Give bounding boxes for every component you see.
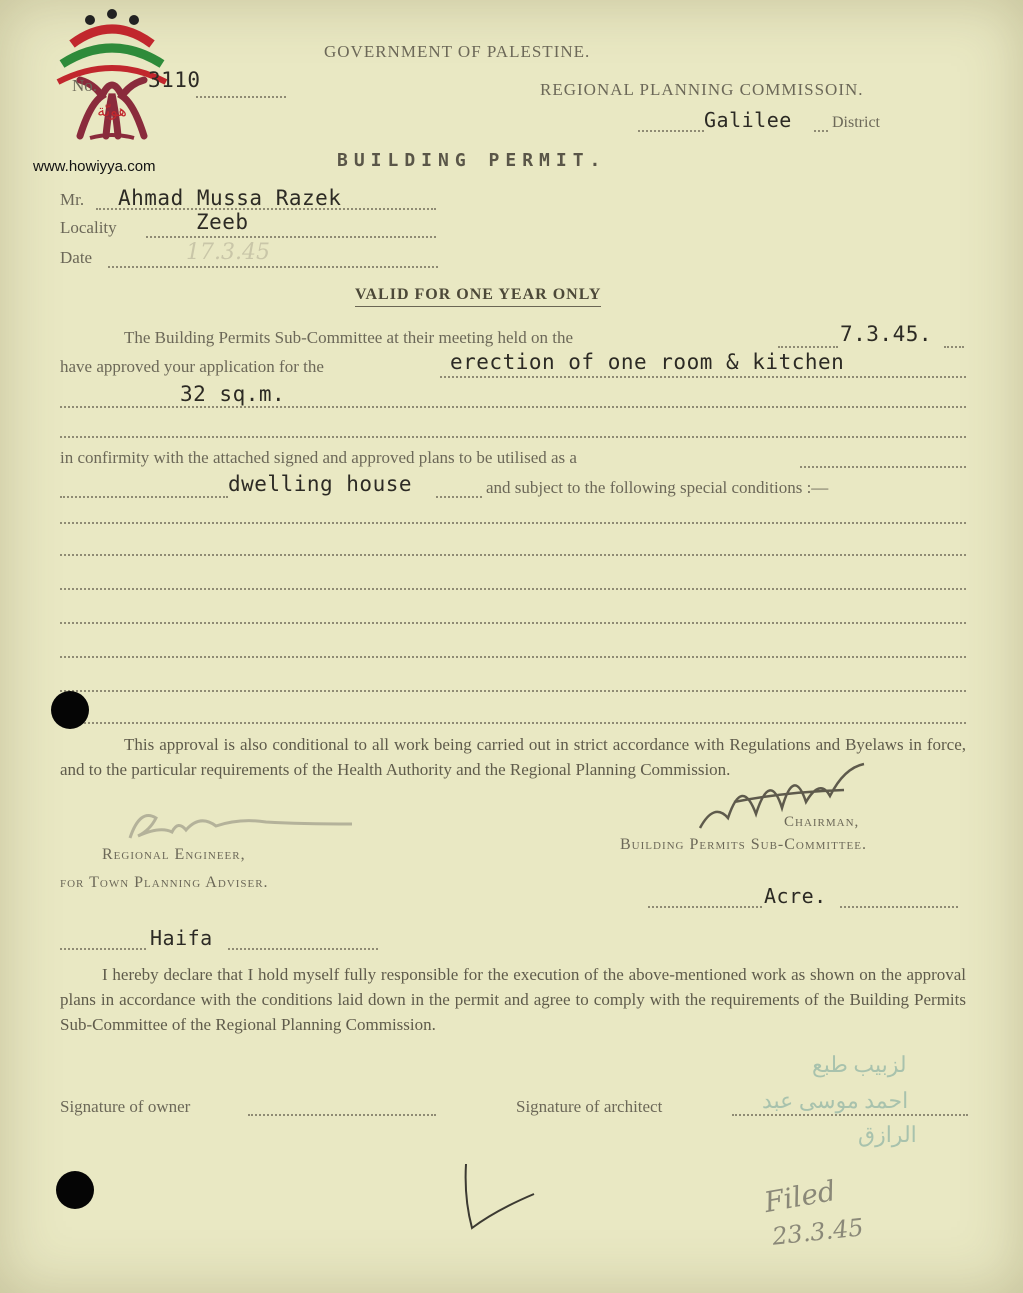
arabic-note-1: لزبيب طبع (812, 1052, 907, 1077)
acre-place: Acre. (764, 884, 827, 908)
locality-value: Zeeb (196, 210, 249, 234)
chairman-label: Chairman, (784, 814, 860, 830)
owner-signature-label: Signature of owner (60, 1097, 191, 1116)
filed-date: 23.3.45 (770, 1213, 865, 1251)
conditions-text: and subject to the following special conditions :— (486, 478, 829, 497)
applicant-name: Ahmad Mussa Razek (118, 186, 342, 210)
punch-hole-top (51, 691, 89, 729)
works-description: erection of one room & kitchen (450, 350, 845, 374)
filed-label: Filed (761, 1174, 839, 1219)
commission-heading: REGIONAL PLANNING COMMISSOIN. (540, 80, 864, 99)
declaration-paragraph: I hereby declare that I hold myself fully responsible for the execution of the above-mentioned work as shown on the approval plans in accordance with the conditions laid down in the permit and agree to comply with the requirements of the Building Permits Sub-Committee of the Regional Planning Commission. (60, 965, 966, 1034)
haifa-place: Haifa (150, 926, 213, 950)
mr-label: Mr. (60, 190, 85, 209)
architect-signature-label: Signature of architect (516, 1097, 663, 1116)
approval-line-2: have approved your application for the (60, 357, 324, 376)
watermark-site-text[interactable]: www.howiyya.com (33, 158, 156, 175)
conditional-paragraph: This approval is also conditional to all work being carried out in strict accordance with Regulations and Byelaws in force, and to the particular requirements of the Health Authority and the Regional Planning Commission. (60, 735, 966, 779)
permit-number: 3110 (148, 68, 201, 92)
government-heading: GOVERNMENT OF PALESTINE. (324, 42, 591, 61)
district-value: Galilee (704, 108, 792, 132)
engineer-signature-icon (120, 800, 360, 850)
number-label: No. (72, 76, 98, 95)
date-value: 17.3.45 (186, 240, 270, 265)
district-label: District (832, 114, 880, 131)
arabic-note-2: احمد موسى عبد (762, 1088, 909, 1113)
regional-engineer-label: Regional Engineer, (102, 846, 246, 863)
approval-line-1: The Building Permits Sub-Committee at their meeting held on the (124, 328, 574, 347)
confirmity-text: in confirmity with the attached signed and approved plans to be utilised as a (60, 448, 577, 467)
tick-mark-icon (456, 1158, 540, 1234)
locality-label: Locality (60, 218, 117, 237)
area-value: 32 sq.m. (180, 382, 286, 406)
logo-text: هويّة (97, 101, 127, 120)
validity-heading: VALID FOR ONE YEAR ONLY (355, 286, 601, 307)
use-value: dwelling house (228, 472, 413, 496)
date-label: Date (60, 248, 93, 267)
punch-hole-bottom (56, 1171, 94, 1209)
meeting-date: 7.3.45. (840, 322, 933, 346)
arabic-note-3: الرازق (858, 1122, 917, 1147)
town-planning-label: for Town Planning Adviser. (60, 874, 269, 891)
committee-label: Building Permits Sub-Committee. (620, 836, 867, 853)
page-title: BUILDING PERMIT. (337, 150, 607, 171)
